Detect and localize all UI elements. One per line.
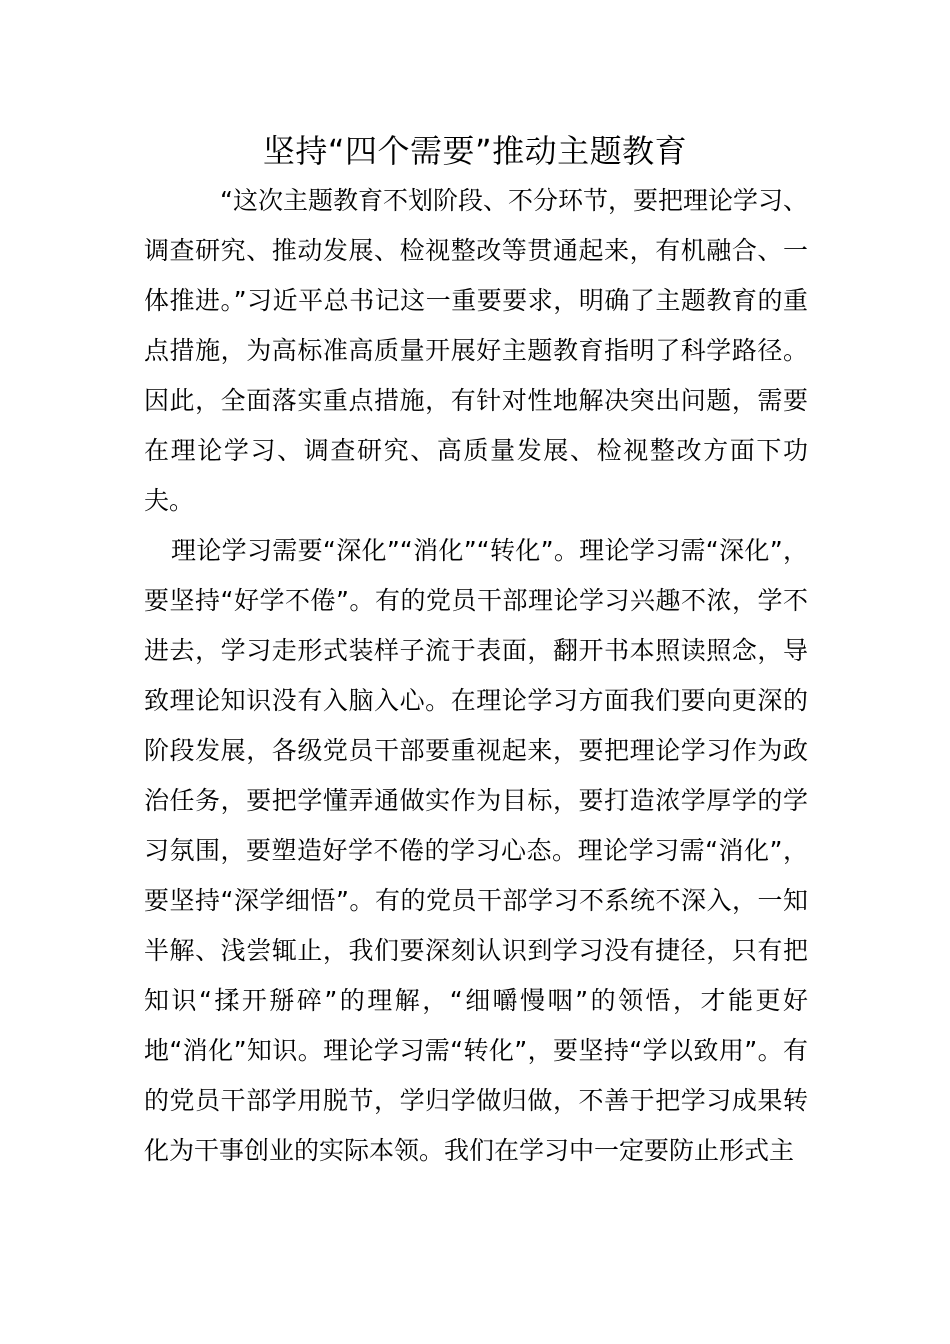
document-title: 坚持“四个需要”推动主题教育 — [262, 132, 688, 170]
paragraph-theory-study: 理论学习需要“深化”“消化”“转化”。理论学习需“深化”，要坚持“好学不倦”。有的党员干部理论学习兴趣不浓，学不进去，学习走形式装样子流于表面，翻开书本照读照念，导致理论知识没有入脑入心。在理论学习方面我们要向更深的阶段发展，各级党员干部要重视起来，要把理论学习作为政治任务，要把学懂弄通做实作为目标，要打造浓学厚学的学习氛围，要塑造好学不倦的学习心态。理论学习需“消化”，要坚持“深学细悟”。有的党员干部学习不系统不深入，一知半解、浅尝辄止，我们要深刻认识到学习没有捷径，只有把知识“揉开掰碎”的理解，“细嚼慢咽”的领悟，才能更好地“消化”知识。理论学习需“转化”，要坚持“学以致用”。有的党员干部学用脱节，学归学做归做，不善于把学习成果转化为干事创业的实际本领。我们在学习中一定要防止形式主 — [144, 536, 808, 1165]
paragraph-intro: “这次主题教育不划阶段、不分环节，要把理论学习、调查研究、推动发展、检视整改等贯通起来，有机融合、一体推进。”习近平总书记这一重要要求，明确了主题教育的重点措施，为高标准高质量开展好主题教育指明了科学路径。因此，全面落实重点措施，有针对性地解决突出问题，需要在理论学习、调查研究、高质量发展、检视整改方面下功夫。 — [144, 186, 808, 515]
document-body — [144, 176, 808, 1176]
